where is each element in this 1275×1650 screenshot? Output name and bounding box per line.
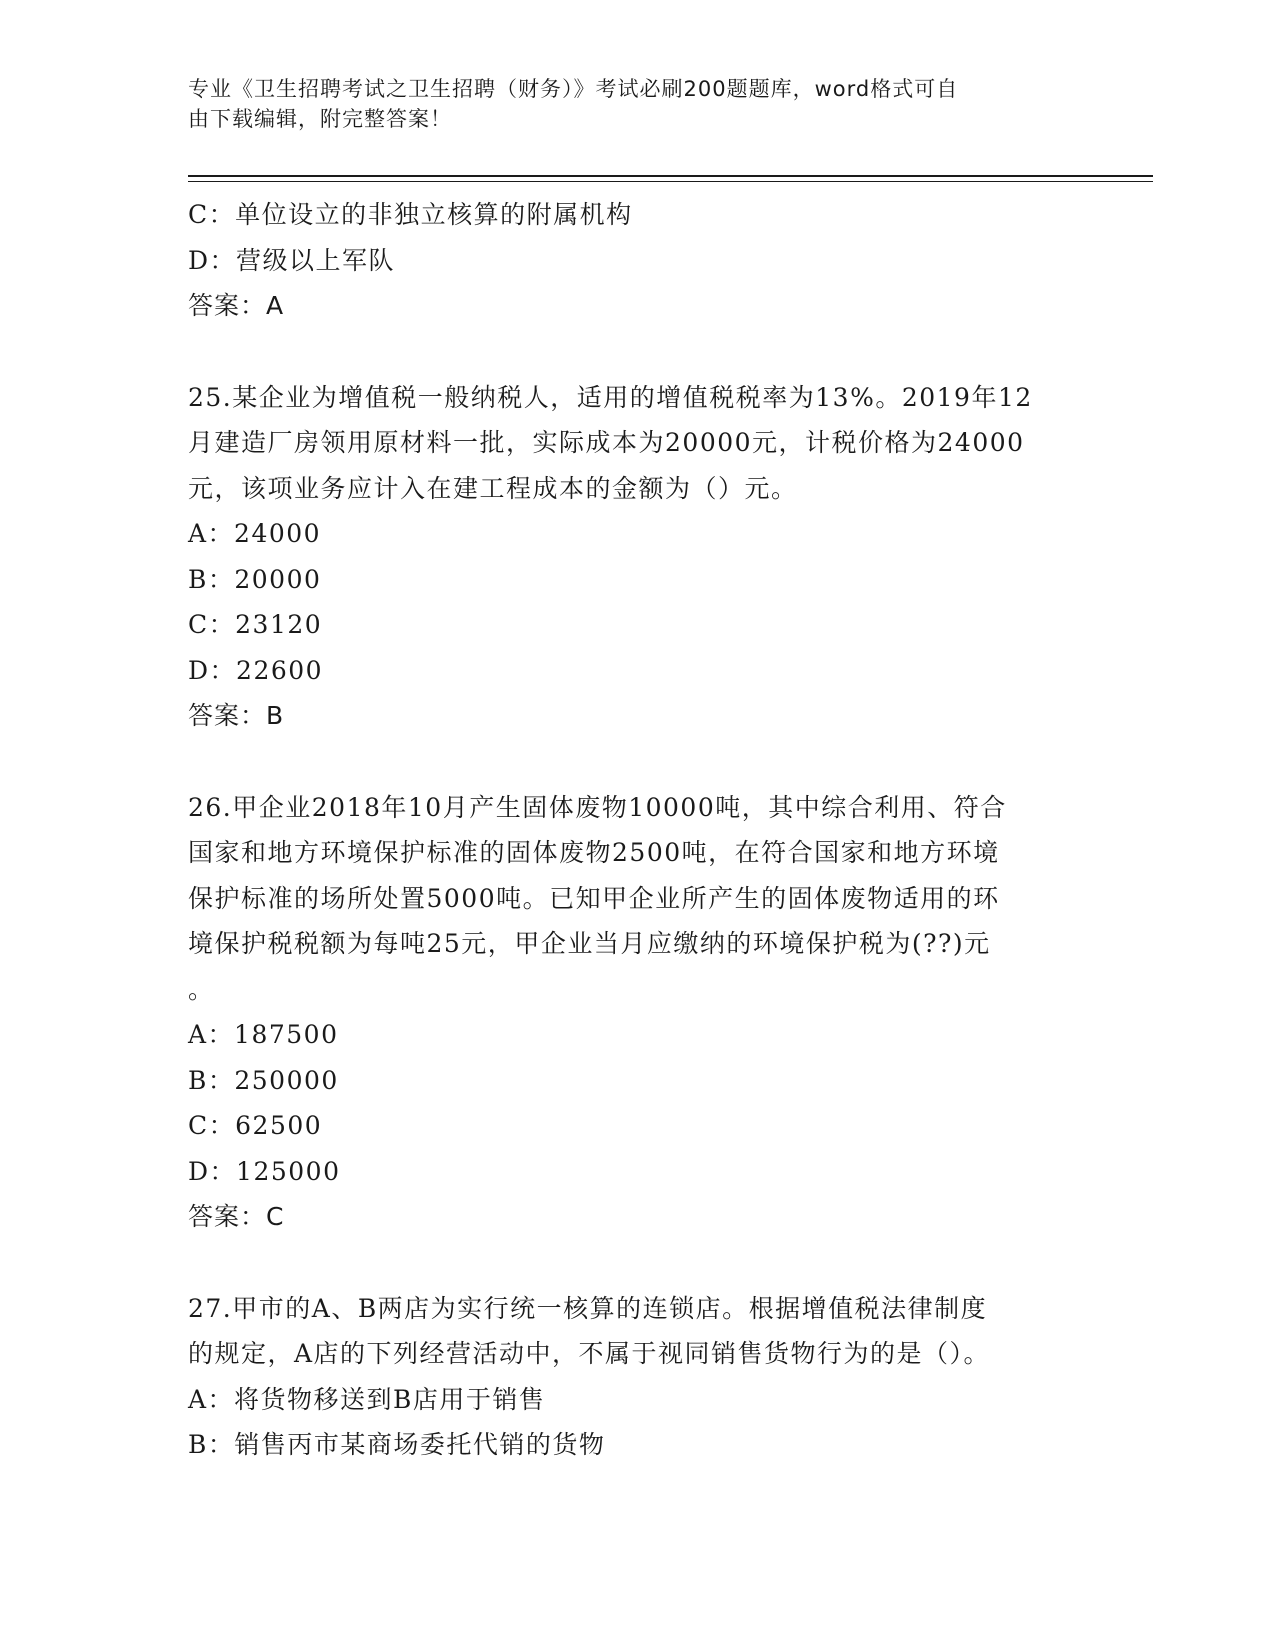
question-text-line: 国家和地方环境保护标准的固体废物2500吨，在符合国家和地方环境 [188,838,1000,867]
question-text-line: 27.甲市的A、B两店为实行统一核算的连锁店。根据增值税法律制度 [188,1293,988,1323]
question-25 [188,375,1088,739]
question-24-tail [188,192,1088,329]
document-header [188,74,1068,134]
header-divider-thick [188,175,1153,177]
header-line-2: 由下载编辑，附完整答案！ [188,107,452,131]
question-text-line: 保护标准的场所处置5000吨。已知甲企业所产生的固体废物适用的环 [188,883,1000,913]
option-b: B：20000 [188,564,322,594]
option-b: B：销售丙市某商场委托代销的货物 [188,1430,606,1459]
question-text-line: 的规定，A店的下列经营活动中，不属于视同销售货物行为的是（）。 [188,1339,991,1368]
question-text-line: 月建造厂房领用原材料一批，实际成本为20000元，计税价格为24000 [188,428,1025,457]
question-26 [188,785,1088,1240]
answer: 答案：C [188,1202,285,1231]
answer: 答案：B [188,701,285,730]
answer: 答案：A [188,291,285,320]
document-body [188,192,1088,1468]
option-a: A：24000 [188,519,322,548]
option-d: D：22600 [188,655,324,685]
option-d: D：营级以上军队 [188,245,396,275]
question-27 [188,1286,1088,1468]
question-text-line: 元，该项业务应计入在建工程成本的金额为（）元。 [188,473,798,503]
option-c: C：单位设立的非独立核算的附属机构 [188,200,633,229]
question-text-line: 26.甲企业2018年10月产生固体废物10000吨，其中综合利用、符合 [188,792,1007,822]
question-text-line: 。 [188,974,215,1004]
option-b: B：250000 [188,1065,339,1095]
option-c: C：23120 [188,610,323,639]
header-line-1: 专业《卫生招聘考试之卫生招聘（财务）》考试必刷200题题库，word格式可自 [188,77,959,101]
option-d: D：125000 [188,1156,341,1186]
spacer [188,1240,1088,1286]
option-a: A：将货物移送到B店用于销售 [188,1384,546,1414]
header-divider-thin [188,181,1153,182]
question-text-line: 25.某企业为增值税一般纳税人，适用的增值税税率为13%。2019年12 [188,382,1033,412]
question-text-line: 境保护税税额为每吨25元，甲企业当月应缴纳的环境保护税为(??)元 [188,929,991,958]
spacer [188,739,1088,785]
spacer [188,329,1088,375]
option-a: A：187500 [188,1020,339,1049]
option-c: C：62500 [188,1111,323,1140]
